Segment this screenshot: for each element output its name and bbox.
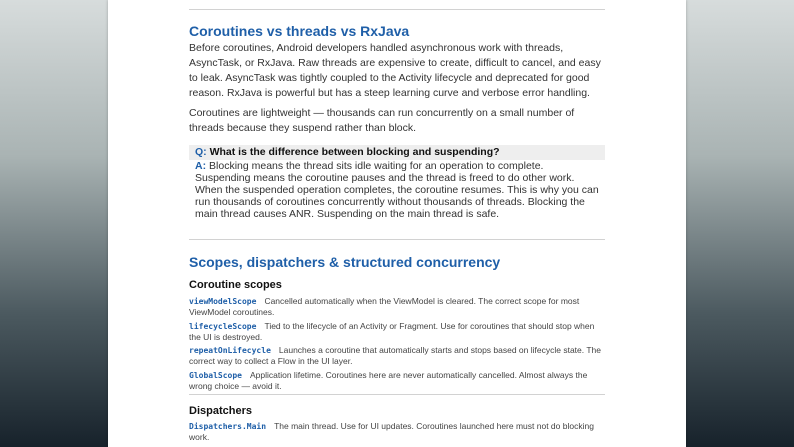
dispatcher-item	[189, 421, 605, 443]
scope-description: Launches a coroutine that automatically starts and stops based on lifecycle state. The correct way to collect a Flow in the UI layer.	[189, 345, 601, 366]
scope-item	[189, 321, 605, 343]
scope-code: viewModelScope	[189, 297, 257, 306]
dispatcher-code: Dispatchers.Main	[189, 422, 267, 431]
answer-text: Blocking means the thread sits idle waiting for an operation to complete. Suspending means the coroutine pauses and the thread is freed to do other work. When the suspended operation completes, the coroutine resumes. This is why you can run thousands of coroutines concurrently without thousands of threads. Blocking the main thread causes ANR. Suspending on the main thread is safe.	[195, 160, 599, 220]
lightweight-paragraph: Coroutines are lightweight — thousands can run concurrently on a small number of threads because they suspend rather than block.	[189, 107, 575, 134]
answer-label: A:	[195, 160, 207, 172]
scope-item	[189, 345, 605, 367]
scope-item	[189, 370, 605, 392]
scope-description: Application lifetime. Coroutines here are never automatically cancelled. Almost always the wrong choice — avoid it.	[189, 370, 588, 391]
qa-box	[189, 145, 605, 220]
intro-paragraph: Before coroutines, Android developers handled asynchronous work with threads, AsyncTask, or RxJava. Raw threads are expensive to create, difficult to cancel, and easy to leak. AsyncTask was tightly coupled to the Activity lifecycle and deprecated for good reason. RxJava is powerful but has a steep learning curve and verbose error handling.	[189, 42, 601, 99]
question-label: Q:	[195, 146, 207, 158]
scope-code: GlobalScope	[189, 371, 242, 380]
section-divider	[189, 239, 605, 240]
question-text: What is the difference between blocking and suspending?	[209, 146, 500, 158]
top-divider	[189, 9, 605, 10]
scope-code: repeatOnLifecycle	[189, 346, 271, 355]
scopes-divider	[189, 394, 605, 395]
dispatchers-heading: Dispatchers	[189, 405, 252, 417]
coroutine-scopes-heading: Coroutine scopes	[189, 279, 282, 291]
dispatcher-description: The main thread. Use for UI updates. Coroutines launched here must not do blocking work.	[189, 421, 594, 442]
scope-code: lifecycleScope	[189, 322, 257, 331]
qa-answer	[189, 160, 605, 220]
document-page	[108, 0, 686, 447]
qa-question	[189, 145, 605, 160]
scope-description: Cancelled automatically when the ViewModel is cleared. The correct scope for most ViewModel coroutines.	[189, 296, 580, 317]
scope-item	[189, 296, 605, 318]
section-title-coroutines-vs-threads: Coroutines vs threads vs RxJava	[189, 23, 410, 39]
section-title-scopes-dispatchers: Scopes, dispatchers & structured concurrency	[189, 254, 501, 270]
scope-description: Tied to the lifecycle of an Activity or Fragment. Use for coroutines that should stop when the UI is destroyed.	[189, 321, 595, 342]
